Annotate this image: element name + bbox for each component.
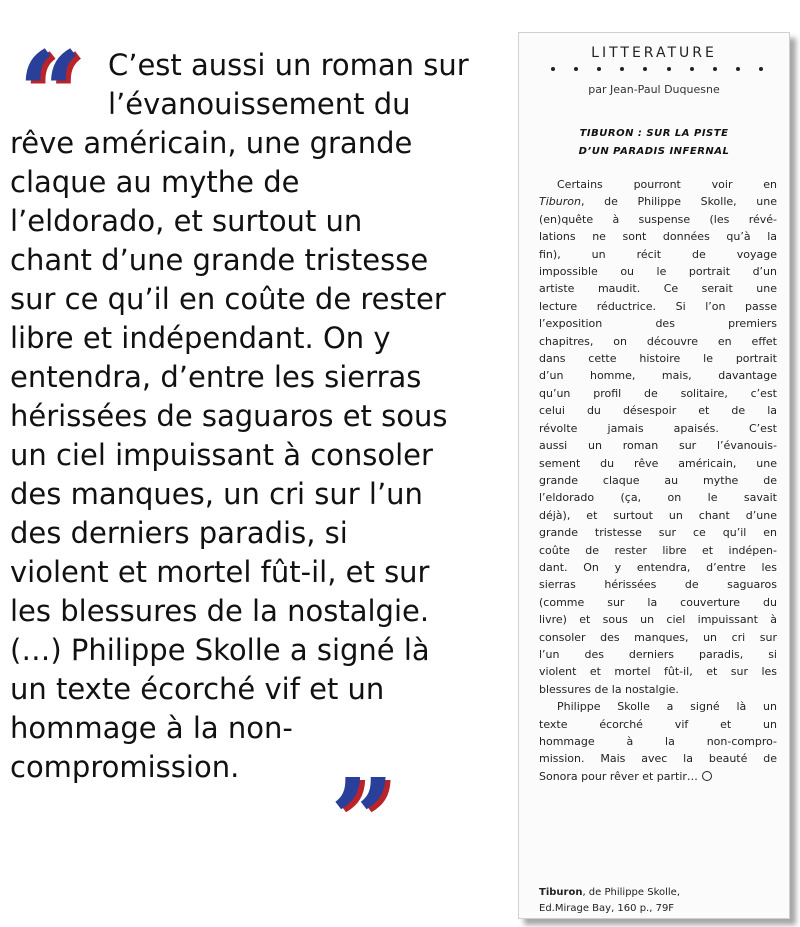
quote-line: un texte écorché vif et un [10, 672, 385, 706]
body-line: sierras hérissées de saguaros [539, 578, 777, 592]
divider-dot [551, 67, 555, 71]
dot-divider [551, 67, 763, 71]
article-headline [519, 125, 789, 161]
quote-line: un ciel impuissant à consoler [10, 438, 433, 472]
body-line: chapitres, on découvre en effet [539, 334, 777, 348]
divider-dot [597, 67, 601, 71]
body-line: blessures de la nostalgie. [539, 682, 679, 696]
body-line: Certains pourront voir en [557, 178, 777, 191]
byline: par Jean-Paul Duquesne [588, 83, 720, 96]
headline-line: TIBURON : SUR LA PISTE [579, 128, 729, 139]
body-line: livre) et sous un ciel impuissant à [539, 613, 777, 627]
quote-line: hommage à la non- [10, 711, 293, 745]
body-line: coûte de rester libre et indépen- [539, 543, 777, 557]
quote-line: (…) Philippe Skolle a signé là [10, 633, 430, 667]
quote-line: des manques, un cri sur l’un [10, 477, 423, 511]
end-of-article-icon [702, 771, 712, 781]
quote-line: compromission. [10, 750, 240, 784]
body-line: texte écorché vif et un [539, 717, 777, 731]
body-line: impossible ou le portrait d’un [539, 265, 777, 279]
section-title: LITTERATURE [591, 45, 717, 61]
book-credits [539, 885, 777, 917]
body-line: lecture réductrice. Si l’on passe [539, 299, 777, 313]
body-line: grande claque au mythe de [539, 473, 777, 487]
body-line: artiste maudit. Ce serait une [539, 282, 777, 296]
body-line: dans cette histoire le portrait [539, 352, 777, 366]
quote-line: rêve américain, une grande [10, 126, 413, 160]
body-line-last [539, 768, 777, 785]
quote-line: C’est aussi un roman sur [108, 48, 469, 82]
body-line: l’exposition des premiers [539, 317, 777, 331]
quote-line: des derniers paradis, si [10, 516, 348, 550]
quote-line: l’eldorado, et surtout un [10, 204, 363, 238]
newspaper-clipping [518, 32, 790, 919]
credits-line-2: Ed.Mirage Bay, 160 p., 79F [539, 903, 675, 914]
body-line: mission. Mais avec la beauté de [539, 752, 777, 766]
close-quote-mark: ” [330, 755, 395, 886]
body-line-text: Sonora pour rêver et partir… [539, 769, 698, 783]
divider-dot [620, 67, 624, 71]
quote-line: l’évanouissement du [108, 87, 411, 121]
body-line: sement du rêve américain, une [539, 456, 777, 470]
body-line: dant. On y entendra, d’entre les [539, 560, 777, 574]
divider-dot [690, 67, 694, 71]
body-line: (en)quête à suspense (les révé- [539, 212, 777, 226]
headline-line: D’UN PARADIS INFERNAL [578, 146, 730, 157]
divider-dot [643, 67, 647, 71]
credits-line-1 [539, 885, 777, 901]
quote-line: entendra, d’entre les sierras [10, 360, 422, 394]
quote-line: les blessures de la nostalgie. [10, 594, 430, 628]
body-line: aussi un roman sur l’évanouis- [539, 439, 777, 453]
quote-line: chant d’une grande tristesse [10, 243, 429, 277]
quote-line: violent et mortel fût-il, et sur [10, 555, 430, 589]
body-line: déjà), et surtout un chant d’une [539, 508, 777, 522]
body-line: Tiburon, de Philippe Skolle, une [539, 195, 777, 209]
body-line: lations ne sont données qu’à la [539, 230, 777, 244]
quote-line: claque au mythe de [10, 165, 300, 199]
body-line: fin), un récit de voyage [539, 247, 777, 261]
body-line: l’eldorado (ça, on le savait [539, 491, 777, 505]
divider-dot [713, 67, 717, 71]
body-line: qu’un profil de solitaire, c’est [539, 386, 777, 400]
article-body [539, 176, 777, 785]
quote-line: sur ce qu’il en coûte de rester [10, 282, 446, 316]
credits-author: , de Philippe Skolle, [582, 887, 681, 898]
pull-quote [10, 46, 510, 787]
divider-dot [574, 67, 578, 71]
body-line: violent et mortel fût-il, et sur les [539, 665, 777, 679]
body-line: grande tristesse sur ce qu’il en [539, 526, 777, 540]
body-line: celui du désespoir et de la [539, 404, 777, 418]
quote-line: libre et indépendant. On y [10, 321, 391, 355]
divider-dot [667, 67, 671, 71]
quote-line: hérissées de saguaros et sous [10, 399, 448, 433]
open-quote-mark: “ [18, 28, 83, 159]
divider-dot [759, 67, 763, 71]
body-line: consoler des manques, un cri sur [539, 630, 777, 644]
body-line: révolte jamais apaisés. C’est [539, 421, 777, 435]
book-title: Tiburon [539, 887, 583, 898]
body-line: (comme sur la couverture du [539, 595, 777, 609]
divider-dot [736, 67, 740, 71]
body-line: d’un homme, mais, davantage [539, 369, 777, 383]
body-line: Philippe Skolle a signé là un [557, 700, 777, 714]
body-line: l’un des derniers paradis, si [539, 647, 777, 661]
body-line: hommage à la non-compro- [539, 735, 777, 748]
